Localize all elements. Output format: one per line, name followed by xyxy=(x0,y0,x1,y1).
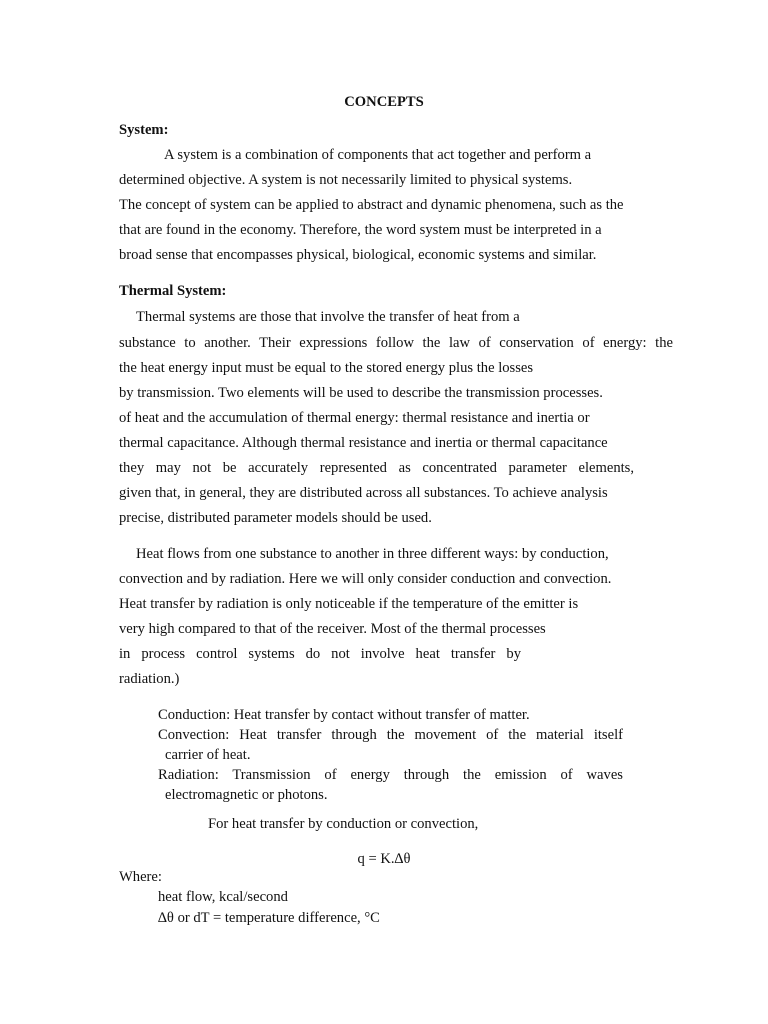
formula: q = K.∆θ xyxy=(357,851,411,867)
thermal-paragraph-line: Thermal systems are those that involve the transfer of heat from a xyxy=(136,309,520,325)
page-title: CONCEPTS xyxy=(344,94,424,110)
thermal-paragraph-line: of heat and the accumulation of thermal energy: thermal resistance and inertia or xyxy=(119,410,590,426)
heat-paragraph-line: Heat transfer by radiation is only noticeable if the temperature of the emitter is xyxy=(119,596,579,612)
system-paragraph-line: The concept of system can be applied to abstract and dynamic phenomena, such as the xyxy=(119,197,624,213)
thermal-paragraph-line: thermal capacitance. Although thermal resistance and inertia or thermal capacitance xyxy=(119,435,608,451)
heat-paragraph-line: in process control systems do not involve heat transfer by xyxy=(119,646,521,662)
thermal-paragraph-line: the heat energy input must be equal to the stored energy plus the losses xyxy=(119,360,534,376)
thermal-paragraph-line: substance to another. Their expressions follow the law of conservation of energy: the xyxy=(119,335,673,351)
system-heading: System: xyxy=(119,122,169,138)
thermal-paragraph-line: precise, distributed parameter models should be used. xyxy=(119,510,432,526)
bullet-item-radiation-continued: electromagnetic or photons. xyxy=(165,787,328,803)
system-paragraph-line: determined objective. A system is not necessarily limited to physical systems. xyxy=(119,172,573,188)
thermal-paragraph-line: by transmission. Two elements will be used to describe the transmission processes. xyxy=(119,385,603,401)
system-paragraph-line: broad sense that encompasses physical, biological, economic systems and similar. xyxy=(119,247,597,263)
thermal-paragraph-line: given that, in general, they are distributed across all substances. To achieve analysis xyxy=(119,485,608,501)
formula-intro: For heat transfer by conduction or convection, xyxy=(208,816,479,832)
where-item: ∆θ or dT = temperature difference, °C xyxy=(158,910,380,926)
thermal-paragraph-line: they may not be accurately represented as concentrated parameter elements, xyxy=(119,460,634,476)
bullet-item-conduction: Conduction: Heat transfer by contact without transfer of matter. xyxy=(158,707,530,723)
heat-paragraph-line: radiation.) xyxy=(119,671,180,687)
bullet-item-convection-continued: carrier of heat. xyxy=(165,747,251,763)
where-item: heat flow, kcal/second xyxy=(158,889,288,905)
thermal-heading: Thermal System: xyxy=(119,283,227,299)
heat-paragraph-line: Heat flows from one substance to another in three different ways: by conduction, xyxy=(136,546,609,562)
where-label: Where: xyxy=(119,869,162,885)
heat-paragraph-line: convection and by radiation. Here we will only consider conduction and convection. xyxy=(119,571,612,587)
system-paragraph-line: A system is a combination of components that act together and perform a xyxy=(164,147,592,163)
heat-paragraph-line: very high compared to that of the receiver. Most of the thermal processes xyxy=(119,621,546,637)
bullet-item-convection: Convection: Heat transfer through the movement of the material itself xyxy=(158,727,623,743)
system-paragraph-line: that are found in the economy. Therefore, the word system must be interpreted in a xyxy=(119,222,602,238)
bullet-item-radiation: Radiation: Transmission of energy through the emission of waves xyxy=(158,767,623,783)
